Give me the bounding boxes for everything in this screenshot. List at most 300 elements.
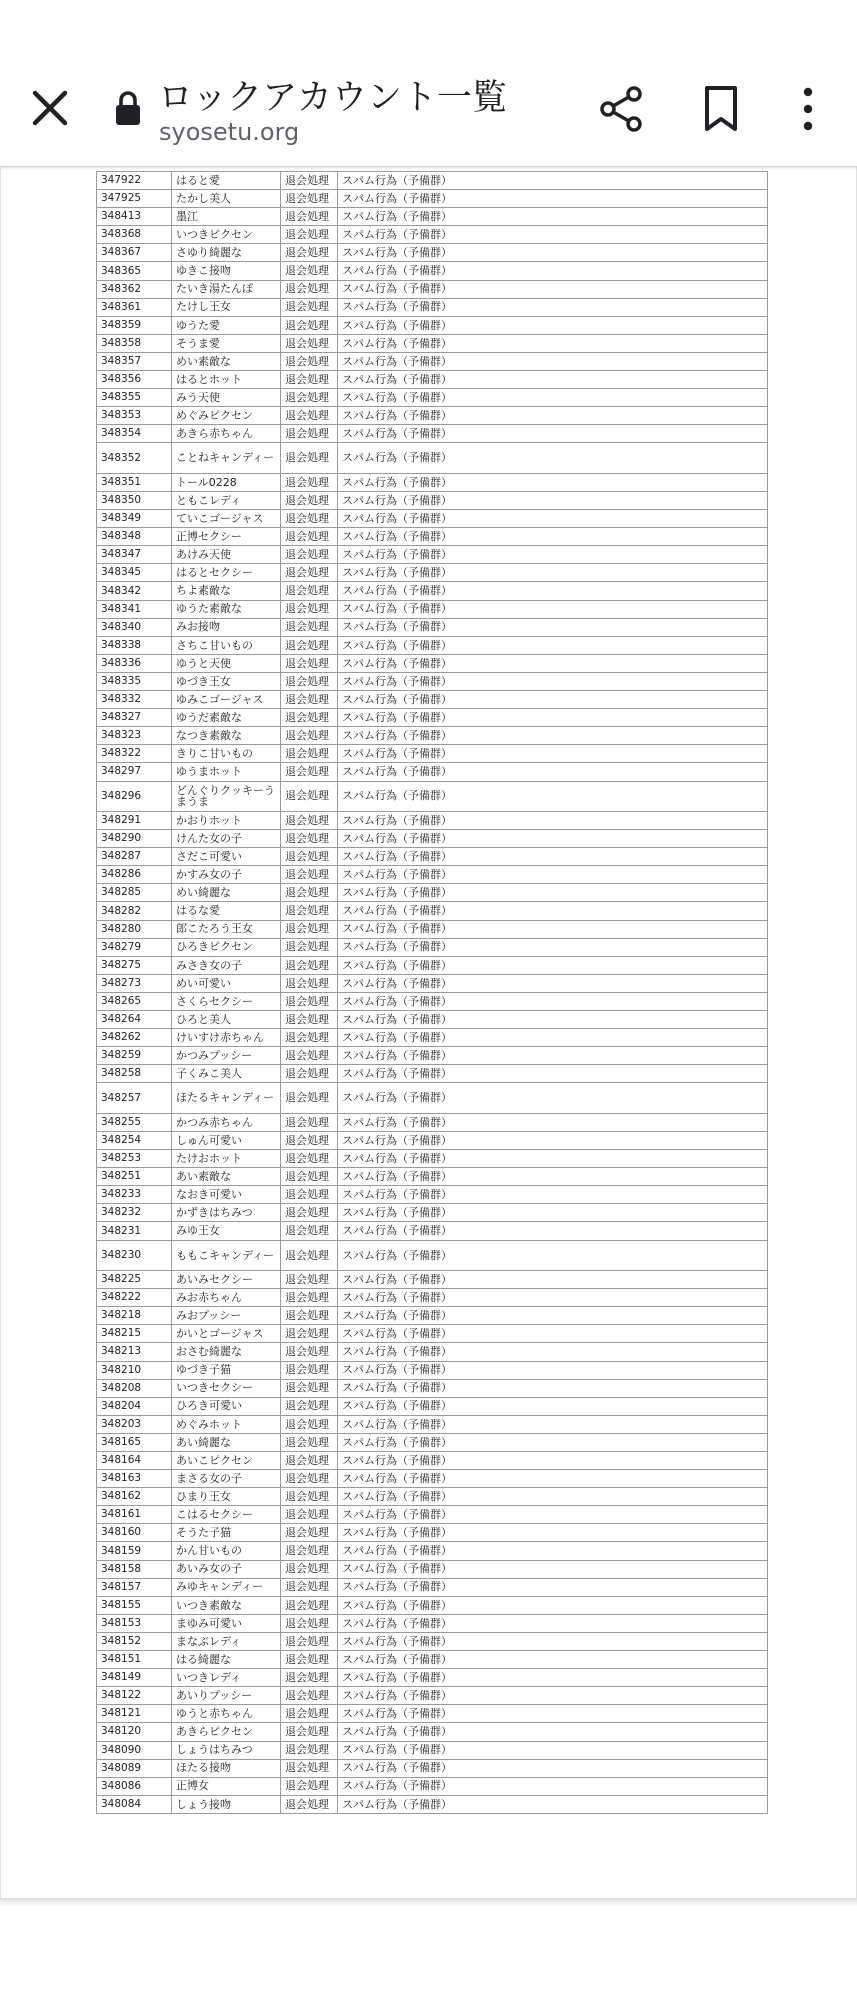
bottom-edge: [0, 1898, 857, 1906]
account-id-cell: 348342: [97, 582, 172, 600]
table-row: [97, 691, 768, 709]
table-row: [97, 709, 768, 727]
account-name-cell: ほたる接吻: [172, 1759, 281, 1777]
account-name-cell: ていこゴージャス: [172, 510, 281, 528]
reason-cell: スパム行為（予備群）: [338, 1204, 768, 1222]
account-name-cell: ゆづき王女: [172, 672, 281, 690]
action-cell: 退会処理: [281, 781, 338, 812]
table-row: [97, 1723, 768, 1741]
account-name-cell: しゅん可愛い: [172, 1132, 281, 1150]
account-name-cell: あきら赤ちゃん: [172, 425, 281, 443]
reason-cell: スパム行為（予備群）: [338, 709, 768, 727]
account-name-cell: みゆキャンディー: [172, 1578, 281, 1596]
account-name-cell: いつきレディ: [172, 1669, 281, 1687]
table-row: [97, 425, 768, 443]
table-row: [97, 1506, 768, 1524]
action-cell: 退会処理: [281, 956, 338, 974]
table-row: [97, 1433, 768, 1451]
account-id-cell: 348151: [97, 1651, 172, 1669]
reason-cell: スパム行為（予備群）: [338, 1240, 768, 1271]
account-id-cell: 348297: [97, 763, 172, 781]
table-row: [97, 352, 768, 370]
account-name-cell: めい素敵な: [172, 352, 281, 370]
account-id-cell: 348264: [97, 1011, 172, 1029]
reason-cell: スパム行為（予備群）: [338, 1397, 768, 1415]
action-cell: 退会処理: [281, 208, 338, 226]
action-cell: 退会処理: [281, 1271, 338, 1289]
reason-cell: スパム行為（予備群）: [338, 691, 768, 709]
table-row: [97, 582, 768, 600]
reason-cell: スパム行為（予備群）: [338, 902, 768, 920]
table-row: [97, 226, 768, 244]
reason-cell: スパム行為（予備群）: [338, 316, 768, 334]
account-id-cell: 348335: [97, 672, 172, 690]
account-id-cell: 348287: [97, 848, 172, 866]
reason-cell: スパム行為（予備群）: [338, 1186, 768, 1204]
account-name-cell: なつき素敵な: [172, 727, 281, 745]
account-id-cell: 348165: [97, 1433, 172, 1451]
table-row: [97, 1397, 768, 1415]
reason-cell: スパム行為（予備群）: [338, 262, 768, 280]
action-cell: 退会処理: [281, 226, 338, 244]
account-name-cell: さくらセクシー: [172, 992, 281, 1010]
reason-cell: スパム行為（予備群）: [338, 1759, 768, 1777]
account-id-cell: 348355: [97, 389, 172, 407]
account-name-cell: おさむ綺麗な: [172, 1343, 281, 1361]
account-id-cell: 348350: [97, 492, 172, 510]
reason-cell: スパム行為（予備群）: [338, 992, 768, 1010]
action-cell: 退会処理: [281, 1578, 338, 1596]
reason-cell: スパム行為（予備群）: [338, 866, 768, 884]
table-row: [97, 1325, 768, 1343]
account-id-cell: 348279: [97, 938, 172, 956]
account-id-cell: 348413: [97, 208, 172, 226]
reason-cell: スパム行為（予備群）: [338, 1113, 768, 1131]
account-name-cell: ゆきこ接吻: [172, 262, 281, 280]
account-name-cell: あいみセクシー: [172, 1271, 281, 1289]
account-id-cell: 348356: [97, 371, 172, 389]
action-cell: 退会処理: [281, 1506, 338, 1524]
table-row: [97, 1186, 768, 1204]
reason-cell: スパム行為（予備群）: [338, 1168, 768, 1186]
reason-cell: スパム行為（予備群）: [338, 1222, 768, 1240]
table-row: [97, 172, 768, 190]
account-id-cell: 348161: [97, 1506, 172, 1524]
action-cell: 退会処理: [281, 244, 338, 262]
reason-cell: スパム行為（予備群）: [338, 582, 768, 600]
account-id-cell: 348275: [97, 956, 172, 974]
action-cell: 退会処理: [281, 1204, 338, 1222]
reason-cell: スパム行為（予備群）: [338, 1651, 768, 1669]
account-id-cell: 348089: [97, 1759, 172, 1777]
reason-cell: スパム行為（予備群）: [338, 1795, 768, 1813]
reason-cell: スパム行為（予備群）: [338, 636, 768, 654]
account-name-cell: めい綺麗な: [172, 884, 281, 902]
account-id-cell: 348357: [97, 352, 172, 370]
account-id-cell: 348253: [97, 1150, 172, 1168]
reason-cell: スパム行為（予備群）: [338, 564, 768, 582]
reason-cell: スパム行為（予備群）: [338, 848, 768, 866]
account-name-cell: あいこピクセン: [172, 1452, 281, 1470]
reason-cell: スパム行為（予備群）: [338, 1777, 768, 1795]
account-name-cell: はるとセクシー: [172, 564, 281, 582]
account-name-cell: かつみプッシー: [172, 1047, 281, 1065]
table-row: [97, 1542, 768, 1560]
action-cell: 退会処理: [281, 1433, 338, 1451]
account-name-cell: みお接吻: [172, 618, 281, 636]
account-id-cell: 348162: [97, 1488, 172, 1506]
table-row: [97, 956, 768, 974]
reason-cell: スパム行為（予備群）: [338, 244, 768, 262]
table-row: [97, 920, 768, 938]
reason-cell: スパム行為（予備群）: [338, 528, 768, 546]
account-id-cell: 348340: [97, 618, 172, 636]
table-row: [97, 812, 768, 830]
share-icon[interactable]: [596, 84, 646, 134]
account-name-cell: ゆうまホット: [172, 763, 281, 781]
account-id-cell: 348265: [97, 992, 172, 1010]
account-name-cell: めぐみピクセン: [172, 407, 281, 425]
account-id-cell: 348332: [97, 691, 172, 709]
reason-cell: スパム行為（予備群）: [338, 920, 768, 938]
account-name-cell: ももこキャンディー: [172, 1240, 281, 1271]
account-name-cell: しょう接吻: [172, 1795, 281, 1813]
action-cell: 退会処理: [281, 1669, 338, 1687]
account-id-cell: 348362: [97, 280, 172, 298]
action-cell: 退会処理: [281, 992, 338, 1010]
table-row: [97, 1065, 768, 1083]
more-vert-icon[interactable]: [796, 84, 820, 134]
account-id-cell: 348120: [97, 1723, 172, 1741]
reason-cell: スパム行為（予備群）: [338, 938, 768, 956]
action-cell: 退会処理: [281, 763, 338, 781]
reason-cell: スパム行為（予備群）: [338, 389, 768, 407]
page-content[interactable]: [0, 166, 857, 1898]
reason-cell: スパム行為（予備群）: [338, 1578, 768, 1596]
table-row: [97, 1240, 768, 1271]
table-row: [97, 492, 768, 510]
table-row: [97, 1687, 768, 1705]
action-cell: 退会処理: [281, 1186, 338, 1204]
table-row: [97, 407, 768, 425]
reason-cell: スパム行為（予備群）: [338, 1741, 768, 1759]
reason-cell: スパム行為（予備群）: [338, 407, 768, 425]
table-row: [97, 1029, 768, 1047]
table-row: [97, 371, 768, 389]
reason-cell: スパム行為（予備群）: [338, 443, 768, 474]
action-cell: 退会処理: [281, 528, 338, 546]
account-name-cell: たけし王女: [172, 298, 281, 316]
table-row: [97, 389, 768, 407]
reason-cell: スパム行為（予備群）: [338, 812, 768, 830]
reason-cell: スパム行為（予備群）: [338, 1132, 768, 1150]
account-name-cell: かずきはちみつ: [172, 1204, 281, 1222]
account-id-cell: 348348: [97, 528, 172, 546]
table-row: [97, 1289, 768, 1307]
account-id-cell: 348218: [97, 1307, 172, 1325]
account-id-cell: 348255: [97, 1113, 172, 1131]
account-name-cell: みおプッシー: [172, 1307, 281, 1325]
account-name-cell: いつきピクセン: [172, 226, 281, 244]
account-name-cell: ゆづき子猫: [172, 1361, 281, 1379]
table-row: [97, 830, 768, 848]
account-id-cell: 348351: [97, 473, 172, 491]
reason-cell: スパム行為（予備群）: [338, 1723, 768, 1741]
action-cell: 退会処理: [281, 1029, 338, 1047]
table-row: [97, 1343, 768, 1361]
account-name-cell: かん甘いもの: [172, 1542, 281, 1560]
action-cell: 退会処理: [281, 1488, 338, 1506]
account-id-cell: 348322: [97, 745, 172, 763]
reason-cell: スパム行為（予備群）: [338, 1083, 768, 1114]
account-id-cell: 348213: [97, 1343, 172, 1361]
account-name-cell: あい綺麗な: [172, 1433, 281, 1451]
table-row: [97, 727, 768, 745]
account-name-cell: けいすけ赤ちゃん: [172, 1029, 281, 1047]
reason-cell: スパム行為（予備群）: [338, 956, 768, 974]
table-row: [97, 1379, 768, 1397]
action-cell: 退会処理: [281, 884, 338, 902]
account-name-cell: あけみ天使: [172, 546, 281, 564]
table-row: [97, 902, 768, 920]
account-name-cell: まゆみ可愛い: [172, 1614, 281, 1632]
table-row: [97, 763, 768, 781]
reason-cell: スパム行為（予備群）: [338, 190, 768, 208]
account-name-cell: たかし美人: [172, 190, 281, 208]
reason-cell: スパム行為（予備群）: [338, 781, 768, 812]
action-cell: 退会処理: [281, 1083, 338, 1114]
table-row: [97, 1415, 768, 1433]
account-id-cell: 348163: [97, 1470, 172, 1488]
lock-icon: [114, 89, 142, 127]
account-name-cell: ゆうと天使: [172, 654, 281, 672]
action-cell: 退会処理: [281, 389, 338, 407]
account-id-cell: 348204: [97, 1397, 172, 1415]
action-cell: 退会処理: [281, 902, 338, 920]
account-name-cell: あいりプッシー: [172, 1687, 281, 1705]
reason-cell: スパム行為（予備群）: [338, 473, 768, 491]
reason-cell: スパム行為（予備群）: [338, 1361, 768, 1379]
table-row: [97, 1578, 768, 1596]
table-row: [97, 654, 768, 672]
action-cell: 退会処理: [281, 1397, 338, 1415]
action-cell: 退会処理: [281, 1759, 338, 1777]
account-id-cell: 348354: [97, 425, 172, 443]
action-cell: 退会処理: [281, 1415, 338, 1433]
action-cell: 退会処理: [281, 1524, 338, 1542]
account-name-cell: 郎こたろう王女: [172, 920, 281, 938]
account-id-cell: 348122: [97, 1687, 172, 1705]
account-id-cell: 348257: [97, 1083, 172, 1114]
account-id-cell: 348232: [97, 1204, 172, 1222]
account-name-cell: 墨江: [172, 208, 281, 226]
account-name-cell: ゆうた素敵な: [172, 600, 281, 618]
table-row: [97, 1011, 768, 1029]
action-cell: 退会処理: [281, 1307, 338, 1325]
reason-cell: スパム行為（予備群）: [338, 546, 768, 564]
account-name-cell: ゆうと赤ちゃん: [172, 1705, 281, 1723]
reason-cell: スパム行為（予備群）: [338, 672, 768, 690]
table-row: [97, 938, 768, 956]
account-id-cell: 348365: [97, 262, 172, 280]
account-name-cell: ひろき可愛い: [172, 1397, 281, 1415]
account-name-cell: そうま愛: [172, 334, 281, 352]
table-row: [97, 1669, 768, 1687]
account-id-cell: 348286: [97, 866, 172, 884]
table-row: [97, 636, 768, 654]
table-row: [97, 316, 768, 334]
table-row: [97, 1452, 768, 1470]
account-id-cell: 348341: [97, 600, 172, 618]
action-cell: 退会処理: [281, 1777, 338, 1795]
action-cell: 退会処理: [281, 334, 338, 352]
action-cell: 退会処理: [281, 1687, 338, 1705]
action-cell: 退会処理: [281, 1596, 338, 1614]
action-cell: 退会処理: [281, 1240, 338, 1271]
account-name-cell: はるとホット: [172, 371, 281, 389]
table-row: [97, 1168, 768, 1186]
reason-cell: スパム行為（予備群）: [338, 492, 768, 510]
account-name-cell: ほたるキャンディー: [172, 1083, 281, 1114]
page-domain: syosetu.org: [159, 118, 300, 146]
account-id-cell: 348230: [97, 1240, 172, 1271]
reason-cell: スパム行為（予備群）: [338, 1150, 768, 1168]
account-name-cell: けんた女の子: [172, 830, 281, 848]
reason-cell: スパム行為（予備群）: [338, 1506, 768, 1524]
account-name-cell: めい可愛い: [172, 974, 281, 992]
reason-cell: スパム行為（予備群）: [338, 1271, 768, 1289]
account-id-cell: 348203: [97, 1415, 172, 1433]
account-name-cell: しょうはちみつ: [172, 1741, 281, 1759]
action-cell: 退会処理: [281, 1614, 338, 1632]
action-cell: 退会処理: [281, 830, 338, 848]
account-id-cell: 348273: [97, 974, 172, 992]
account-name-cell: さだこ可愛い: [172, 848, 281, 866]
browser-toolbar: [0, 0, 857, 167]
account-id-cell: 348152: [97, 1632, 172, 1650]
table-row: [97, 1222, 768, 1240]
close-icon[interactable]: [24, 82, 76, 134]
action-cell: 退会処理: [281, 1705, 338, 1723]
account-id-cell: 348352: [97, 443, 172, 474]
account-id-cell: 348345: [97, 564, 172, 582]
account-id-cell: 348084: [97, 1795, 172, 1813]
account-id-cell: 348164: [97, 1452, 172, 1470]
account-name-cell: ともこレディ: [172, 492, 281, 510]
account-name-cell: ひまり王女: [172, 1488, 281, 1506]
action-cell: 退会処理: [281, 510, 338, 528]
table-row: [97, 473, 768, 491]
reason-cell: スパム行為（予備群）: [338, 1289, 768, 1307]
action-cell: 退会処理: [281, 443, 338, 474]
account-id-cell: 347925: [97, 190, 172, 208]
account-id-cell: 348359: [97, 316, 172, 334]
action-cell: 退会処理: [281, 1651, 338, 1669]
reason-cell: スパム行為（予備群）: [338, 352, 768, 370]
action-cell: 退会処理: [281, 172, 338, 190]
reason-cell: スパム行為（予備群）: [338, 1047, 768, 1065]
reason-cell: スパム行為（予備群）: [338, 600, 768, 618]
table-row: [97, 1632, 768, 1650]
reason-cell: スパム行為（予備群）: [338, 1687, 768, 1705]
action-cell: 退会処理: [281, 974, 338, 992]
account-name-cell: まさる女の子: [172, 1470, 281, 1488]
reason-cell: スパム行為（予備群）: [338, 763, 768, 781]
table-row: [97, 1488, 768, 1506]
account-name-cell: なおき可愛い: [172, 1186, 281, 1204]
account-name-cell: さゆり綺麗な: [172, 244, 281, 262]
account-id-cell: 348149: [97, 1669, 172, 1687]
account-id-cell: 348296: [97, 781, 172, 812]
action-cell: 退会処理: [281, 1795, 338, 1813]
account-name-cell: かすみ女の子: [172, 866, 281, 884]
table-row: [97, 1524, 768, 1542]
account-id-cell: 348353: [97, 407, 172, 425]
action-cell: 退会処理: [281, 848, 338, 866]
bookmark-icon[interactable]: [700, 84, 742, 134]
action-cell: 退会処理: [281, 1132, 338, 1150]
action-cell: 退会処理: [281, 745, 338, 763]
reason-cell: スパム行為（予備群）: [338, 510, 768, 528]
table-row: [97, 1361, 768, 1379]
reason-cell: スパム行為（予備群）: [338, 1379, 768, 1397]
table-row: [97, 262, 768, 280]
account-name-cell: 子くみこ美人: [172, 1065, 281, 1083]
account-id-cell: 348358: [97, 334, 172, 352]
table-row: [97, 1113, 768, 1131]
action-cell: 退会処理: [281, 691, 338, 709]
action-cell: 退会処理: [281, 618, 338, 636]
account-id-cell: 348280: [97, 920, 172, 938]
reason-cell: スパム行為（予備群）: [338, 745, 768, 763]
account-name-cell: たけおホット: [172, 1150, 281, 1168]
table-row: [97, 208, 768, 226]
table-row: [97, 1083, 768, 1114]
reason-cell: スパム行為（予備群）: [338, 727, 768, 745]
account-id-cell: 348231: [97, 1222, 172, 1240]
reason-cell: スパム行為（予備群）: [338, 208, 768, 226]
table-row: [97, 546, 768, 564]
table-row: [97, 190, 768, 208]
action-cell: 退会処理: [281, 1723, 338, 1741]
reason-cell: スパム行為（予備群）: [338, 1705, 768, 1723]
account-name-cell: 正博女: [172, 1777, 281, 1795]
account-name-cell: かおりホット: [172, 812, 281, 830]
account-name-cell: みゆ王女: [172, 1222, 281, 1240]
account-id-cell: 348233: [97, 1186, 172, 1204]
account-id-cell: 348338: [97, 636, 172, 654]
account-id-cell: 348336: [97, 654, 172, 672]
account-name-cell: あい素敵な: [172, 1168, 281, 1186]
reason-cell: スパム行為（予備群）: [338, 1307, 768, 1325]
table-body: [97, 172, 768, 1814]
reason-cell: スパム行為（予備群）: [338, 1632, 768, 1650]
account-id-cell: 348327: [97, 709, 172, 727]
account-name-cell: かつみ赤ちゃん: [172, 1113, 281, 1131]
table-row: [97, 848, 768, 866]
table-row: [97, 672, 768, 690]
action-cell: 退会処理: [281, 727, 338, 745]
account-id-cell: 348215: [97, 1325, 172, 1343]
table-row: [97, 618, 768, 636]
account-id-cell: 348282: [97, 902, 172, 920]
action-cell: 退会処理: [281, 1560, 338, 1578]
action-cell: 退会処理: [281, 600, 338, 618]
account-name-cell: まなぶレディ: [172, 1632, 281, 1650]
account-name-cell: かいとゴージャス: [172, 1325, 281, 1343]
account-name-cell: さちこ甘いもの: [172, 636, 281, 654]
table-row: [97, 1047, 768, 1065]
